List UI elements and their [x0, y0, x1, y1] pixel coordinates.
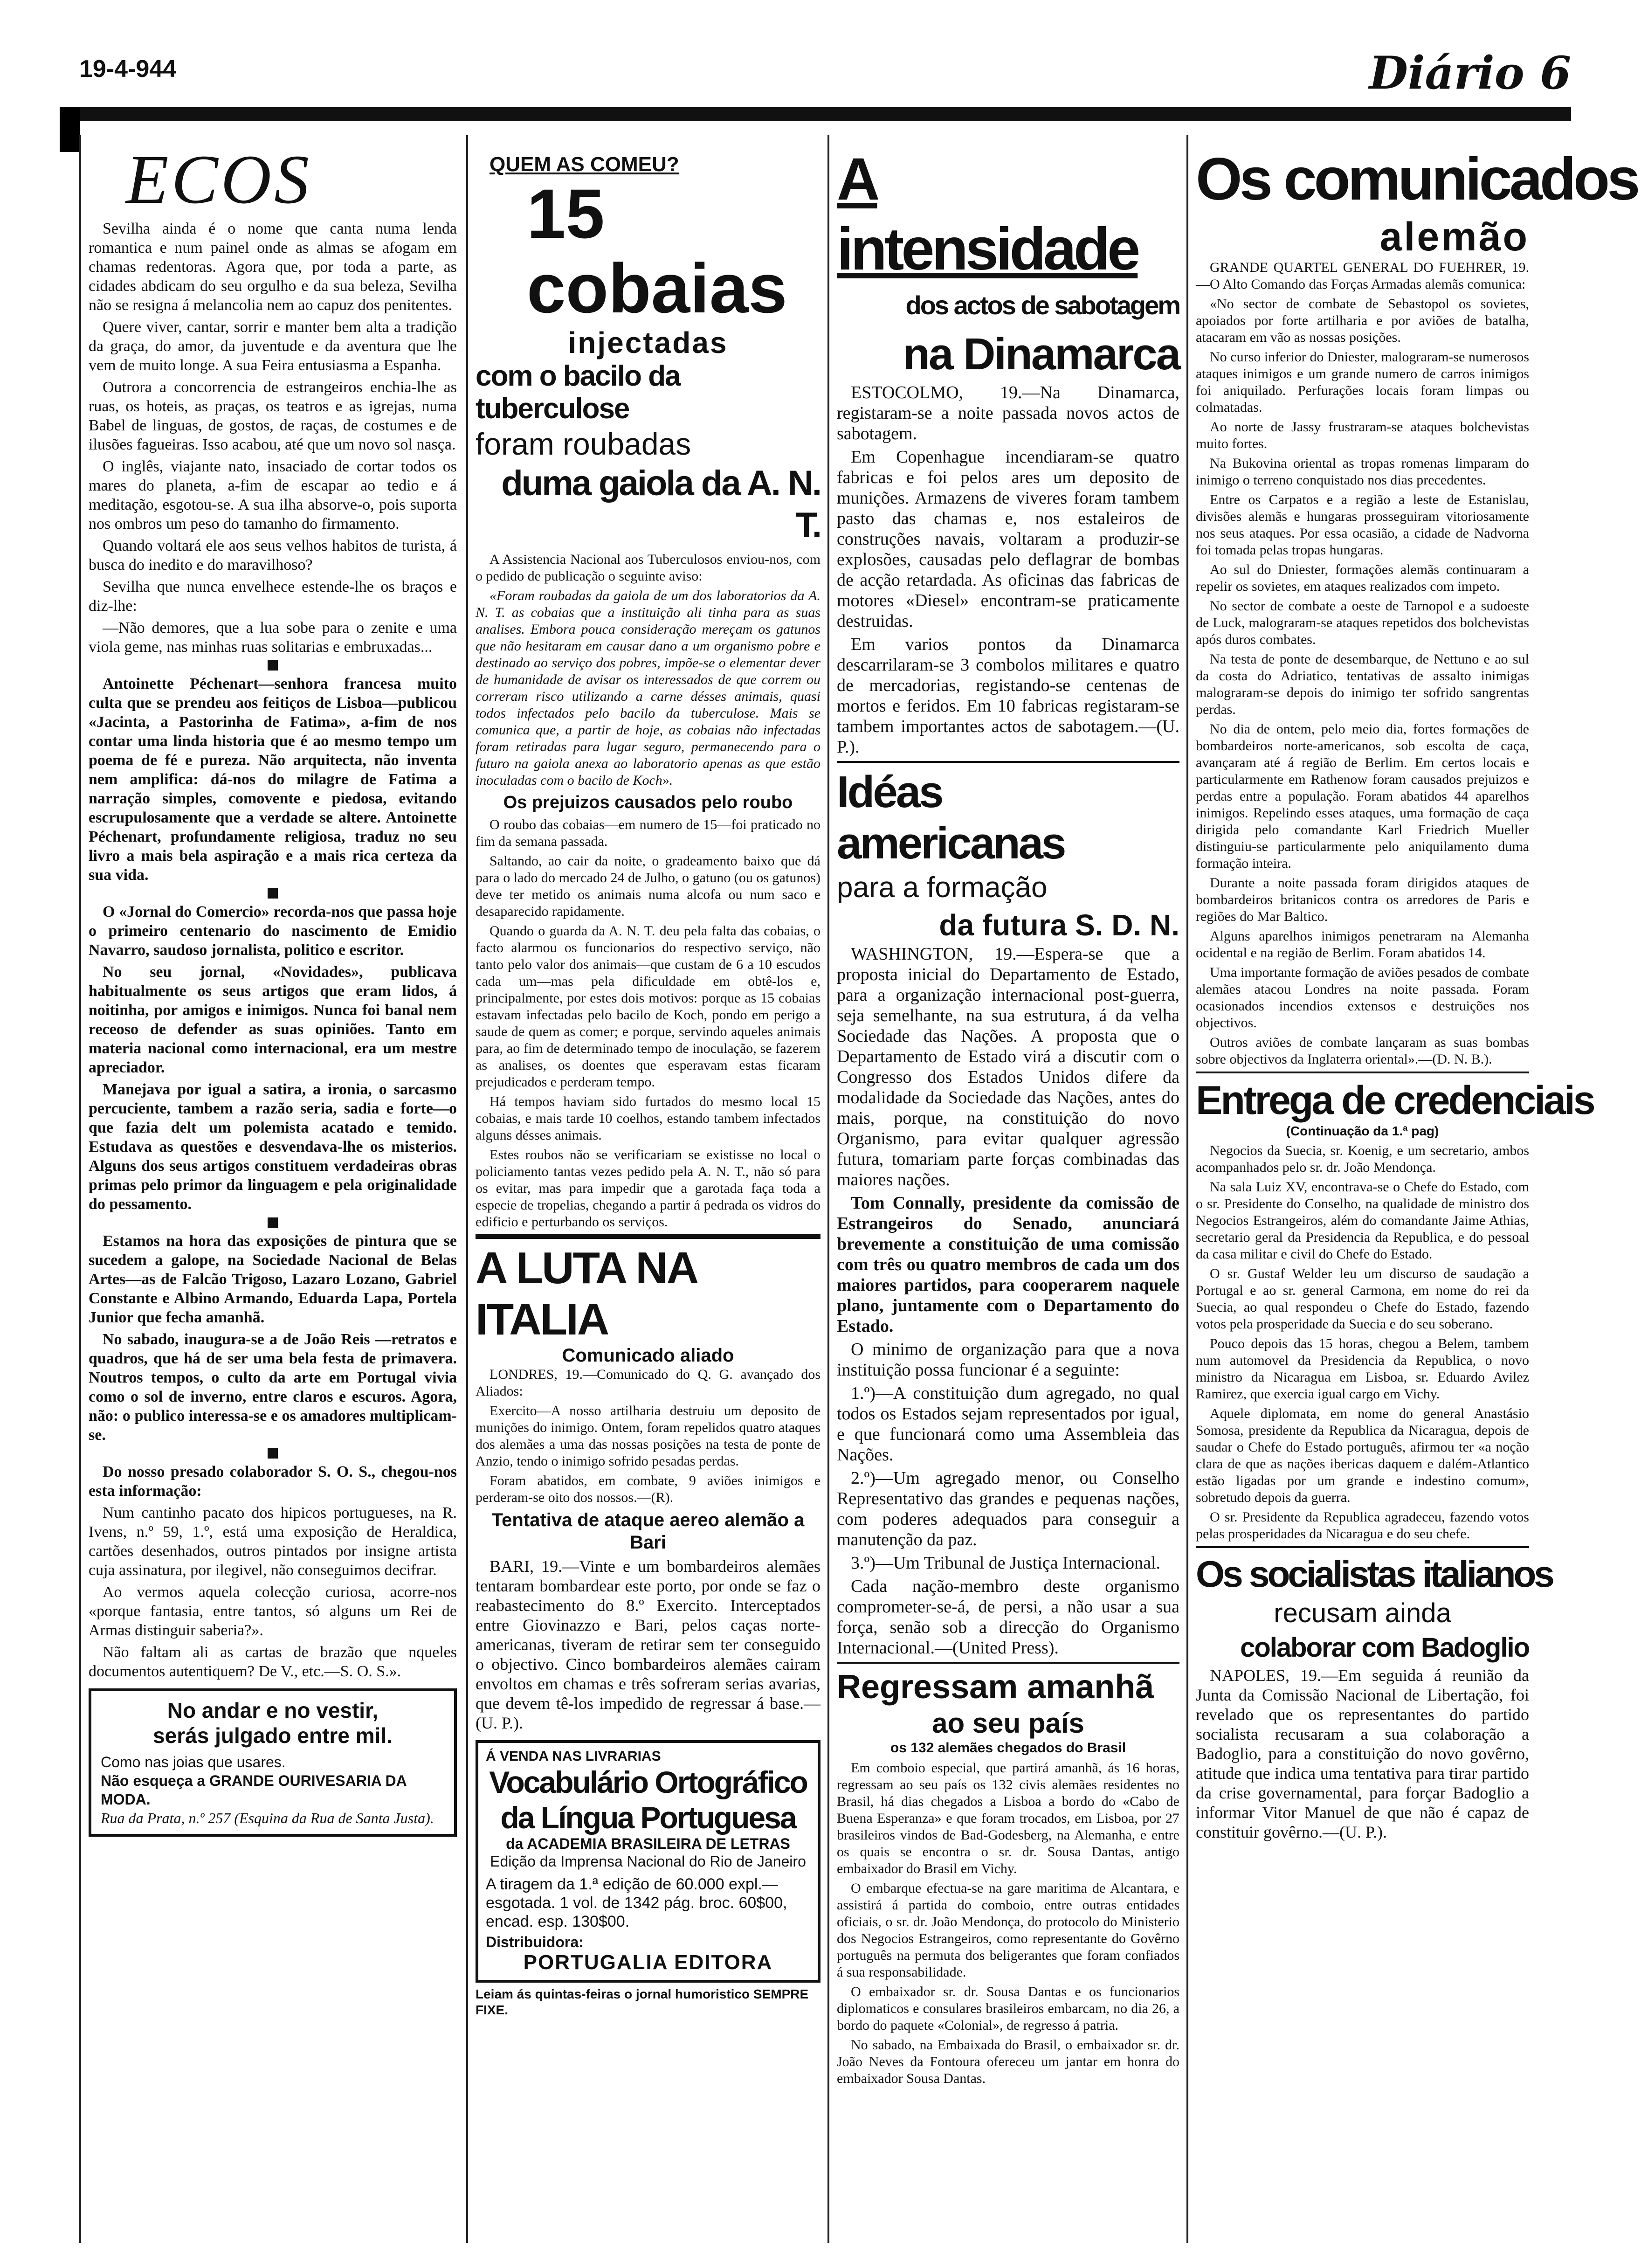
page-date: 19-4-944 — [79, 55, 177, 83]
column-divider — [1186, 135, 1188, 2243]
paragraph: O sr. Gustaf Welder leu um discurso de saudação a Portugal e ao sr. general Carmona, em nome do rei da Suecia, ao qual respondeu o Chefe do Estado, fazendo votos pela prosperidade da Suecia e do seu soberano. — [1196, 1266, 1529, 1332]
paragraph: GRANDE QUARTEL GENERAL DO FUEHRER, 19.—O Alto Comando das Forças Armadas alemãs comunica: — [1196, 260, 1529, 292]
paragraph: Alguns aparelhos inimigos penetraram na Alemanha ocidental e na região de Berlim. Foram abatidos 14. — [1196, 928, 1529, 961]
subhead: Comunicado aliado — [562, 1345, 734, 1366]
paragraph: No sabado, na Embaixada do Brasil, o embaixador sr. dr. João Neves da Fontoura ofereceu um jantar em honra do embaixador Sousa Dantas. — [837, 2037, 1179, 2086]
paragraph: 1.º)—A constituição dum agregado, no qual todos os Estados sejam representados por igual, e que funcionará como uma Assembleia das Nações. — [837, 1383, 1179, 1465]
paragraph: Na Bukovina oriental as tropas romenas limparam do inimigo o terreno conquistado nos dias precedentes. — [1196, 456, 1529, 488]
paragraph: Na testa de ponte de desembarque, de Nettuno e ao sul da costa do Adriatico, tentativas de assalto inimigas malograram-se depois do inimigo ter sofrido sangrentas perdas. — [1196, 651, 1529, 717]
ad-headline: PORTUGALIA EDITORA — [523, 1951, 773, 1974]
article-headline: Regressam amanhã — [837, 1668, 1154, 1706]
paragraph: BARI, 19.—Vinte e um bombardeiros alemães tentaram bombardear este porto, por onde se faz o reabastecimento do 8.º Exercito. Interceptados entre Giovinazzo e Bari, pelos caças norte-americanas, tiveram de retirar sem ter conseguido o objectivo. Cinco bombardeiros alemães cairam envoltos em chamas e três sofreram serias avarias, que devem tê-los impedido de regressar á base.—(U. P.). — [476, 1557, 820, 1732]
article-rule — [837, 761, 1179, 763]
paragraph: Em comboio especial, que partirá amanhã, ás 16 horas, regressam ao seu país os 132 civis alemães residentes no Brasil, há dias chegados a Lisboa a bordo do «Cabo de Buena Esperanza» e que foram trocados, em Lisboa, por 27 brasileiros vindos de Bad-Godesberg, na Alemanha, e entre os quais se encontra o sr. dr. Sousa Dantas, antigo embaixador do Brasil em Vichy. — [837, 1760, 1179, 1876]
top-rule — [70, 107, 1571, 121]
paragraph: Em varios pontos da Dinamarca descarrilaram-se 3 combolos militares e quatro de mercadorias, registando-se centenas de mortos e feridos. Em 10 fabricas registaram-se tambem importantes actos de sabotagem.—(U. P.). — [837, 635, 1179, 757]
paragraph: Sevilha ainda é o nome que canta numa lenda romantica e num painel onde as almas se afogam em chamas redentoras. Agora que, por toda a parte, as cidades abdicam do seu orgulho e da sua beleza, Sevilha não se resigna á melancolia nem ao capuz dos penitentes. — [89, 220, 457, 314]
ad-text: Como nas joias que usares. — [101, 1754, 286, 1770]
paragraph: Uma importante formação de aviões pesados de combate alemães atacou Londres na noite passada. Foram ocasionados incendios extensos e destruições nos objectivos. — [1196, 965, 1529, 1030]
paragraph: Há tempos haviam sido furtados do mesmo local 15 cobaias, e mais tarde 10 coelhos, estando tambem infectados alguns désses animais. — [476, 1094, 820, 1143]
paragraph: O embaixador sr. dr. Sousa Dantas e os funcionarios diplomaticos e consulares brasileiros embarcam, no dia 26, a bordo do paquete «Colonial», de regresso á patria. — [837, 1984, 1179, 2033]
ad-text: Edição da Imprensa Nacional do Rio de Janeiro — [490, 1853, 806, 1870]
article-kicker: QUEM AS COMEU? — [490, 153, 679, 176]
paragraph: No curso inferior do Dniester, malograram-se numerosos ataques inimigos e um grande numero de carros inimigos foi aniquilado. Perfurações locais foram limpas ou colmatadas. — [1196, 349, 1529, 415]
paragraph: Num cantinho pacato dos hipicos portugueses, na R. Ivens, n.º 59, 1.º, está uma exposição de Heraldica, cartões desenhados, outros pintados por insigne artista cuja assinatura, por ilegivel, não conseguimos decifrar. — [89, 1504, 457, 1579]
paragraph: Do nosso presado colaborador S. O. S., chegou-nos esta informação: — [89, 1463, 457, 1500]
article-headline: ao seu país — [932, 1708, 1084, 1739]
paragraph: Não faltam ali as cartas de brazão que nqueles documentos autentiquem? De V., etc.—S. O. S.». — [89, 1644, 457, 1680]
paragraph: Exercito—A nosso artilharia destruiu um deposito de munições do inimigo. Ontem, foram repelidos quatro ataques dos alemães a uma das nossas posições na testa de ponte de Anzio, tendo o inimigo sofrido pesadas perdas. — [476, 1403, 820, 1469]
paragraph: No seu jornal, «Novidades», publicava habitualmente os seus artigos que eram lidos, á noitinha, por amigos e inimigos. Nunca foi banal nem receoso de defender as suas opiniões. Tanto em materia nacional como internacional, era um mestre apreciador. — [89, 963, 457, 1076]
subhead: Tentativa de ataque aereo alemão a Bari — [491, 1510, 805, 1553]
column-divider — [827, 135, 829, 2243]
article-rule — [1196, 1546, 1529, 1548]
paragraph: Entre os Carpatos e a região a leste de Estanislau, divisões alemãs e hungaras prosseguiram vitoriosamente nos seus ataques. Por essa ocasião, a cidade de Nadvorna foi tomada pelas tropas hungaras. — [1196, 492, 1529, 558]
article-headline: dos actos de sabotagem — [905, 290, 1179, 320]
article-headline: injectadas — [568, 326, 728, 360]
article-headline: recusam ainda — [1274, 1598, 1451, 1628]
paragraph: «No sector de combate de Sebastopol os sovietes, apoiados por forte artilharia e por aviões de batalha, atacaram em vão as nossas posições. — [1196, 296, 1529, 345]
column-cobaias — [476, 135, 820, 2018]
paragraph: NAPOLES, 19.—Em seguida á reunião da Junta da Comissão Nacional de Libertação, foi revelado que os representantes do partido socialista recusaram a sua colaboração a Badoglio, para a constituição do novo govêrno, atitude que indica uma tentativa para tirar partido da crise governamental, para forçar Badoglio a informar Vitor Manuel de que não é capaz de constituir govêrno.—(U. P.). — [1196, 1666, 1529, 1841]
paragraph: Aquele diplomata, em nome do general Anastásio Somosa, presidente da Republica da Nicaragua, depois de saudar o Chefe do Estado português, afirmou ter «a noção clara de que as nações ibericas daquem e dalém-Atlantico estão ligadas por um grande e indestino comum», sobretudo depois da guerra. — [1196, 1406, 1529, 1505]
article-rule — [837, 1662, 1179, 1664]
article-headline: foram roubadas — [476, 427, 691, 461]
newspaper-name: Diário 6 — [1369, 47, 1571, 99]
ad-headline: No andar e no vestir, — [167, 1698, 379, 1722]
article-headline: para a formação — [837, 871, 1048, 904]
paragraph: Em Copenhague incendiaram-se quatro fabricas e foi pelos ares um deposito de munições. Armazens de viveres foram tambem pasto das chamas e, nos estaleiros de construções navais, voltaram a produzir-se explosões, causadas pelo deflagrar de bombas de acção retardada. As oficinas das fabricas de motores «Diesel» encontram-se praticamente destruidas. — [837, 447, 1179, 631]
ad-address: Rua da Prata, n.º 257 (Esquina da Rua de Santa Justa). — [101, 1810, 434, 1826]
column-ecos — [89, 135, 457, 1837]
quote: «Foram roubadas da gaiola de um dos laboratorios da A. N. T. as cobaias que a instituição ali tinha para as suas analises. Embora pouca consideração mereçam os gatunos que não hesitaram em causar dano a um organismo pobre e destinado ao serviço dos pobres, impõe-se o elementar dever de humanidade de avisar os interessados de que correm ou correram risco utilizando a carne désses animais, quasi todos infectados pelo bacilo da tuberculose. Mais se comunica que, a partir de hoje, as cobaias não infectadas foram retiradas para lugar seguro, permanecendo para o futuro na gaiola anexa ao laboratorio apenas as que estão inoculadas com o bacilo de Koch». — [476, 588, 820, 788]
section-marker — [268, 660, 278, 671]
paragraph: Pouco depois das 15 horas, chegou a Belem, tambem num automovel da Presidencia da Republica, o novo ministro da Nicaragua em Lisboa, sr. Eduardo Avilez Ramirez, que exercia igual cargo em Vichy. — [1196, 1336, 1529, 1402]
paragraph: Quere viver, cantar, sorrir e manter bem alta a tradição da graça, do amor, da juventude e da aventura que lhe vem de muito longe. A sua Feira entusiasma a Espanha. — [89, 318, 457, 374]
section-marker — [268, 888, 278, 899]
paragraph: Quando o guarda da A. N. T. deu pela falta das cobaias, o facto alarmou os funcionarios do respectivo serviço, não tanto pelo valor dos animais—que custam de 6 a 10 escudos cada um—mas pela dificuldade em obtê-los e, principalmente, por estes dois motivos: porque as 15 cobaias estavam infectadas pelo bacilo de Koch, pondo em perigo a saude de quem as comer; e porque, servindo aqueles animais para, ao fim de determinado tempo de inoculação, se fazerem as analises, os doentes que esperavam estas ficaram prejudicados e perderam tempo. — [476, 923, 820, 1090]
article-headline: Os comunicados — [1196, 146, 1638, 213]
column-dinamarca — [837, 135, 1179, 2090]
paragraph: Na sala Luiz XV, encontrava-se o Chefe do Estado, com o sr. Presidente do Conselho, na qualidade de ministro dos Negocios Estrangeiros, além do comandante Jaime Athias, secretario geral da Presidencia da Republica, e do pessoal da casa militar e civil do Chefe do Estado. — [1196, 1179, 1529, 1262]
article-rule — [476, 1234, 820, 1239]
paragraph: O sr. Presidente da Republica agradeceu, fazendo votos pelas prosperidades da Nicaragua e do seu chefe. — [1196, 1509, 1529, 1542]
article-headline: Entrega de credenciais — [1196, 1078, 1594, 1123]
article-headline: duma gaiola da A. N. T. — [501, 463, 820, 545]
paragraph: No dia de ontem, pelo meio dia, fortes formações de bombardeiros norte-americanos, sob escolta de caça, avançaram até á região de Berlim. Em certos locais e particularmente em Rathenow foram causados prejuizos e perdas entre a população. Foram abatidos 44 aparelhos inimigos. Repelindo esses ataques, uma formação de caça dirigida pelo comandante Karl Friedrich Mueller distinguiu-se particularmente pelo aniquilamento duma formação inteira. — [1196, 721, 1529, 871]
paragraph: A Assistencia Nacional aos Tuberculosos enviou-nos, com o pedido de publicação o seguinte aviso: — [476, 552, 820, 584]
paragraph: Antoinette Péchenart—senhora francesa muito culta que se prendeu aos feitiços de Lisboa—publicou «Jacinta, a Pastorinha de Fatima», a-fim de nos contar uma linda historia que é ao mesmo tempo um poema de fé e pureza. Não arquitecta, não inventa nem amplifica: dá-nos do milagre de Fatima a narração simples, comovente e piedosa, evitando escrupulosamente que a verdade se altere. Antoinette Péchenart, profundamente religiosa, traduz no seu livro a mais bela aspiração e a mais rica certeza da sua vida. — [89, 675, 457, 884]
jewelry-ad — [89, 1688, 457, 1837]
ad-text: da ACADEMIA BRASILEIRA DE LETRAS — [506, 1835, 790, 1852]
paragraph: O roubo das cobaias—em numero de 15—foi praticado no fim da semana passada. — [476, 817, 820, 849]
ecos-section-1 — [89, 219, 457, 657]
subhead: (Continuação da 1.ª pag) — [1286, 1124, 1439, 1138]
footer-note: Leiam ás quintas-feiras o jornal humoristico SEMPRE FIXE. — [476, 1987, 809, 2017]
column-divider — [79, 135, 81, 2243]
section-marker — [268, 1448, 278, 1459]
paragraph: Sevilha que nunca envelhece estende-lhe os braços e diz-lhe: — [89, 578, 457, 615]
paragraph: —Não demores, que a lua sobe para o zenite e uma viola geme, nas minhas ruas solitarias e embruxadas... — [89, 619, 457, 656]
paragraph: ESTOCOLMO, 19.—Na Dinamarca, registaram-se a noite passada novos actos de sabotagem. — [837, 383, 1179, 443]
paragraph: Ao sul do Dniester, formações alemãs continuaram a repelir os sovietes, em ataques realizados com impeto. — [1196, 562, 1529, 594]
paragraph: 2.º)—Um agregado menor, ou Conselho Representativo das grandes e pequenas nações, com poderes adequados para conseguir a manutenção da paz. — [837, 1468, 1179, 1549]
paragraph: Negocios da Suecia, sr. Koenig, e um secretario, ambos acompanhados pelo sr. dr. João Mendonça. — [1196, 1143, 1529, 1175]
ad-headline: serás julgado entre mil. — [153, 1723, 393, 1748]
subhead: Os prejuizos causados pelo roubo — [503, 793, 793, 812]
paragraph: 3.º)—Um Tribunal de Justiça Internacional. — [851, 1553, 1160, 1573]
paragraph: O minimo de organização para que a nova instituição possa funcionar é a seguinte: — [837, 1340, 1179, 1380]
article-rule — [1196, 1072, 1529, 1073]
paragraph: Cada nação-membro deste organismo comprometer-se-á, de persi, a não usar a sua força, senão sob a direcção do Organismo Internacional.—(United Press). — [837, 1577, 1179, 1658]
paragraph: Durante a noite passada foram dirigidos ataques de bombardeiros britanicos contra os arredores de Paris e regiões do Mar Baltico. — [1196, 875, 1529, 924]
article-headline: 15 cobaias — [527, 174, 787, 327]
section-marker — [268, 1217, 278, 1228]
paragraph: Quando voltará ele aos seus velhos habitos de turista, á busca do inedito e do maravilhoso? — [89, 537, 457, 574]
paragraph: Manejava por igual a satira, a ironia, o sarcasmo percuciente, tambem a razão seria, sadia e forte—o que fazia delt um polemista acatado e temido. Estudava as questões e desvendava-lhe os misterios. Alguns dos seus artigos constituem verdadeiras obras primas pelo primor da linguagem e pela originalidade do pessamento. — [89, 1081, 457, 1213]
ad-text: Não esqueça a GRANDE OURIVESARIA DA MODA. — [101, 1772, 407, 1808]
article-headline: com o bacilo da tuberculose — [476, 360, 680, 425]
paragraph: Ao vermos aquela colecção curiosa, acorre-nos «porque fantasia, entre tantos, só alguns um Rei de Armas distinguir saberia?». — [89, 1583, 457, 1639]
article-headline: na Dinamarca — [903, 329, 1179, 379]
paragraph: Saltando, ao cair da noite, o gradeamento baixo que dá para o lado do mercado 24 de Julho, o gatuno (ou os gatunos) deve ter metido os animais numa alcofa ou num saco e desaparecido rapidamente. — [476, 853, 820, 919]
paragraph: Outrora a concorrencia de estrangeiros enchia-lhe as ruas, os hoteis, as praças, os teatros e as igrejas, numa Babel de linguas, de gostos, de raças, de costumes e de ilusões fagueiras. Isso acabou, até que um novo sol nasça. — [89, 379, 457, 453]
article-headline: A intensidade — [837, 146, 1138, 283]
paragraph: Estes roubos não se verificariam se existisse no local o policiamento tantas vezes pedido pela A. N. T., não só para os evitar, mas para impedir que a garotada faça toda a especie de tropelias, chegando a partir á pedrada os vidros do edificio e perturbando os serviços. — [476, 1147, 820, 1230]
paragraph: No sector de combate a oeste de Tarnopol e a sudoeste de Luck, malograram-se ataques repetidos dos bolchevistas após duros combates. — [1196, 598, 1529, 647]
paragraph: O «Jornal do Comercio» recorda-nos que passa hoje o primeiro centenario do nascimento de Emidio Navarro, saudoso jornalista, politico e escritor. — [89, 903, 457, 959]
column-comunicado — [1196, 135, 1638, 1845]
paragraph: No sabado, inaugura-se a de João Reis —retratos e quadros, que há de ser uma bela festa de primavera. Noutros tempos, o culto da arte em Portugal vivia como o sol de inverno, entre claros e escuros. Agora, não: o publico interessa-se e os amadores multiplicam-se. — [89, 1331, 457, 1444]
paragraph: Foram abatidos, em combate, 9 aviões inimigos e perderam-se oito dos nossos.—(R). — [476, 1473, 820, 1505]
dictionary-ad — [476, 1740, 820, 1983]
paragraph: WASHINGTON, 19.—Espera-se que a proposta inicial do Departamento de Estado, para a organização internacional post-guerra, seja semelhante, na sua estrutura, á da velha Sociedade das Nações. A proposta que o Departamento de Estado virá a discutir com o Congresso dos Estados Unidos difere da modalidade da Sociedade das Nações, antes do mais, porque, na constituição do novo Organismo, para evitar qualquer agressão futura, tomariam parte forças combinadas das maiores nações. — [837, 944, 1179, 1189]
article-headline: A LUTA NA ITALIA — [476, 1243, 696, 1344]
article-headline: Idéas americanas — [837, 767, 1065, 868]
ad-headline: da Língua Portuguesa — [500, 1800, 796, 1835]
edge-marker — [60, 107, 80, 152]
ad-text: Á VENDA NAS LIVRARIAS — [486, 1749, 661, 1764]
paragraph: Tom Connally, presidente da comissão de Estrangeiros do Senado, anunciará brevemente a constituição de uma comissão com três ou quatro membros de cada um dos maiores partidos, para cooperarem naquele plano, juntamente com o Departamento do Estado. — [837, 1193, 1179, 1336]
article-headline: Os socialistas italianos — [1196, 1553, 1552, 1595]
ad-text: Distribuidora: — [486, 1934, 584, 1950]
article-headline: colaborar com Badoglio — [1240, 1632, 1529, 1663]
ecos-title: ECOS — [126, 141, 312, 218]
paragraph: Outros aviões de combate lançaram as suas bombas sobre objectivos da Inglaterra oriental».—(D. N. B.). — [1196, 1035, 1529, 1067]
paragraph: Ao norte de Jassy frustraram-se ataques bolchevistas muito fortes. — [1196, 419, 1529, 451]
paragraph: Estamos na hora das exposições de pintura que se sucedem a galope, na Sociedade Nacional de Belas Artes—as de Falcão Trigoso, Lazaro Lozano, Gabriel Constante e Albino Armando, Eduarda Lapa, Portela Junior que fecha amanhã. — [89, 1232, 457, 1326]
column-divider — [466, 135, 468, 2243]
paragraph: LONDRES, 19.—Comunicado do Q. G. avançado dos Aliados: — [476, 1367, 820, 1399]
subhead: os 132 alemães chegados do Brasil — [890, 1740, 1126, 1756]
paragraph: O embarque efectua-se na gare maritima de Alcantara, e assistirá á partida do comboio, entre outras entidades oficiais, o sr. dr. João Mendonça, do protocolo do Ministerio dos Negocios Estrangeiros, como representante do Govêrno português na permuta dos beligerantes que foram confiados á sua responsabilidade. — [837, 1881, 1179, 1980]
paragraph: O inglês, viajante nato, insaciado de cortar todos os mares do planeta, a-fim de escapar ao tedio e á meditação, esgotou-se. A sua ilha absorve-o, pois suporta nos ombros um peso do tamanho do firmamento. — [89, 458, 457, 532]
article-headline: alemão — [1379, 214, 1529, 259]
ad-text: A tiragem da 1.ª edição de 60.000 expl.— esgotada. 1 vol. de 1342 pág. broc. 60$00, encad. esp. 130$00. — [486, 1875, 787, 1930]
article-headline: da futura S. D. N. — [939, 908, 1179, 942]
ad-headline: Vocabulário Ortográfico — [489, 1765, 807, 1799]
